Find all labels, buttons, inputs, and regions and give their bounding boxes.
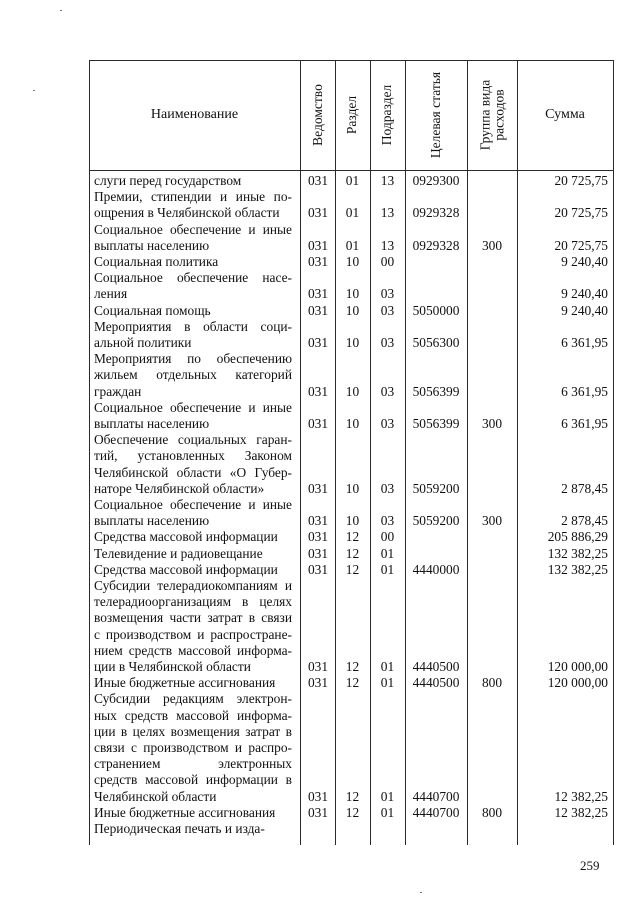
row-name-line: связи с производством и распро- xyxy=(94,740,292,755)
row-summa: 20 725,75 xyxy=(554,173,608,188)
row-razdel: 10 xyxy=(345,480,360,496)
row-name-line: Социальное обеспечение и иные xyxy=(94,221,292,237)
header-bottom-border xyxy=(89,170,613,171)
row-razdel: 12 xyxy=(345,804,360,820)
row-celevaya: 4440700 xyxy=(412,788,460,804)
row-summa: 9 240,40 xyxy=(561,254,608,269)
header-vedomstvo-text: Ведомство xyxy=(309,84,325,146)
header-razdel xyxy=(335,60,370,170)
row-gruppa: 300 xyxy=(481,237,503,253)
row-podrazdel: 01 xyxy=(380,804,395,820)
row-name-line: Челябинской области «О Губер- xyxy=(94,464,292,480)
row-summa: 12 382,25 xyxy=(554,788,608,804)
row-celevaya: 4440000 xyxy=(412,561,460,577)
row-podrazdel: 01 xyxy=(380,788,395,804)
row-summa: 2 878,45 xyxy=(561,513,608,529)
row-razdel: 10 xyxy=(345,302,360,318)
row-razdel: 12 xyxy=(345,545,360,561)
row-vedomstvo: 031 xyxy=(307,205,329,221)
row-celevaya: 4440500 xyxy=(412,675,460,691)
scan-speck xyxy=(33,90,35,91)
row-celevaya: 0929328 xyxy=(412,237,460,253)
row-name-line: Премии, стипендии и иные по- xyxy=(94,189,292,205)
row-vedomstvo: 031 xyxy=(307,513,329,529)
row-celevaya: 4440700 xyxy=(412,804,460,820)
row-name-line: слуги перед государством xyxy=(94,173,242,188)
header-summa: Сумма xyxy=(545,107,585,122)
row-vedomstvo: 031 xyxy=(307,480,329,496)
row-razdel: 12 xyxy=(345,659,360,674)
row-summa: 132 382,25 xyxy=(547,545,608,561)
row-podrazdel: 01 xyxy=(380,659,395,674)
row-razdel: 10 xyxy=(345,286,360,302)
row-podrazdel: 03 xyxy=(380,513,395,529)
row-name-line: нием средств массовой информа- xyxy=(94,642,292,658)
table-left-border xyxy=(89,60,90,845)
row-name-line: Социальное обеспечение и иные xyxy=(94,497,292,512)
row-vedomstvo: 031 xyxy=(307,416,329,431)
row-celevaya: 0929300 xyxy=(412,173,460,188)
col-rule-gruppa xyxy=(467,60,468,845)
row-name-line: Мероприятия в области соци- xyxy=(94,318,292,334)
row-name-line: возмещения части затрат в связи xyxy=(94,610,292,626)
row-podrazdel: 01 xyxy=(380,561,395,577)
row-name-line: Средства массовой информации xyxy=(94,561,278,577)
row-name-line: Иные бюджетные ассигнования xyxy=(94,804,276,820)
row-name-line: Средства массовой информации xyxy=(94,529,278,545)
row-razdel: 10 xyxy=(345,513,360,529)
scan-speck xyxy=(60,10,62,11)
row-podrazdel: 03 xyxy=(380,383,395,399)
row-name-line: тий, установленных Законом xyxy=(94,448,292,464)
row-name-line: Мероприятия по обеспечению xyxy=(94,351,292,367)
row-name-line: Челябинской области xyxy=(94,788,217,804)
row-summa: 20 725,75 xyxy=(554,205,608,221)
row-razdel: 10 xyxy=(345,254,360,269)
row-vedomstvo: 031 xyxy=(307,804,329,820)
row-summa: 2 878,45 xyxy=(561,480,608,496)
row-summa: 205 886,29 xyxy=(547,529,608,545)
row-razdel: 12 xyxy=(345,788,360,804)
row-name-line: жильем отдельных категорий xyxy=(94,367,292,383)
row-razdel: 10 xyxy=(345,416,360,431)
row-summa: 120 000,00 xyxy=(547,675,608,691)
row-name-line: Обеспечение социальных гаран- xyxy=(94,432,292,448)
row-celevaya: 5059200 xyxy=(412,513,460,529)
row-name-line: ции в целях возмещения затрат в xyxy=(94,723,292,739)
row-name-line: Периодическая печать и изда- xyxy=(94,821,265,836)
row-podrazdel: 03 xyxy=(380,416,395,431)
row-name-line: Социальная помощь xyxy=(94,302,211,318)
row-name-line: Субсидии телерадиокомпаниям и xyxy=(94,578,292,593)
row-vedomstvo: 031 xyxy=(307,383,329,399)
row-name-line: ных средств массовой информа- xyxy=(94,707,292,723)
row-name-line: Социальная политика xyxy=(94,254,219,269)
row-vedomstvo: 031 xyxy=(307,173,329,188)
header-celevaya xyxy=(405,60,467,170)
row-vedomstvo: 031 xyxy=(307,529,329,545)
row-gruppa: 300 xyxy=(481,416,503,431)
row-podrazdel: 01 xyxy=(380,675,395,691)
row-razdel: 12 xyxy=(345,675,360,691)
header-name: Наименование xyxy=(150,107,239,122)
row-vedomstvo: 031 xyxy=(307,254,329,269)
row-name-line: с производством и распростране- xyxy=(94,626,292,642)
row-celevaya: 5056300 xyxy=(412,335,460,350)
row-celevaya: 5050000 xyxy=(412,302,460,318)
row-razdel: 10 xyxy=(345,335,360,350)
row-celevaya: 5059200 xyxy=(412,480,460,496)
header-celevaya-text: Целевая статья xyxy=(428,71,443,159)
row-name-line: странением электронных xyxy=(94,756,292,772)
row-gruppa: 300 xyxy=(481,513,503,529)
row-name-line: Телевидение и радиовещание xyxy=(94,545,263,561)
row-summa: 120 000,00 xyxy=(547,659,608,674)
row-vedomstvo: 031 xyxy=(307,302,329,318)
row-podrazdel: 00 xyxy=(380,254,395,269)
row-summa: 12 382,25 xyxy=(554,804,608,820)
header-gruppa-line1: Группа вида xyxy=(477,79,492,151)
row-name-line: средств массовой информации в xyxy=(94,772,292,788)
row-name-line: выплаты населению xyxy=(94,237,210,253)
row-razdel: 01 xyxy=(345,237,360,253)
row-name-line: телерадиоорганизациям в целях xyxy=(94,594,292,610)
page-number: 259 xyxy=(580,858,600,873)
row-podrazdel: 13 xyxy=(380,205,395,221)
row-vedomstvo: 031 xyxy=(307,286,329,302)
row-vedomstvo: 031 xyxy=(307,561,329,577)
row-podrazdel: 03 xyxy=(380,286,395,302)
header-razdel-text: Раздел xyxy=(344,95,360,135)
row-name-line: ции в Челябинской области xyxy=(94,659,251,674)
row-vedomstvo: 031 xyxy=(307,545,329,561)
row-summa: 9 240,40 xyxy=(561,302,608,318)
row-celevaya: 5056399 xyxy=(412,383,460,399)
row-podrazdel: 03 xyxy=(380,480,395,496)
row-razdel: 01 xyxy=(345,205,360,221)
row-celevaya: 4440500 xyxy=(412,659,460,674)
row-name-line: альной политики xyxy=(94,335,192,350)
row-name-line: ления xyxy=(94,286,128,302)
row-celevaya: 0929328 xyxy=(412,205,460,221)
row-name-line: Иные бюджетные ассигнования xyxy=(94,675,276,691)
table-right-border xyxy=(613,60,614,845)
row-razdel: 12 xyxy=(345,529,360,545)
row-vedomstvo: 031 xyxy=(307,675,329,691)
row-razdel: 12 xyxy=(345,561,360,577)
row-razdel: 01 xyxy=(345,173,360,188)
row-summa: 9 240,40 xyxy=(561,286,608,302)
header-podrazdel xyxy=(370,60,405,170)
row-name-line: выплаты населению xyxy=(94,416,210,431)
row-celevaya: 5056399 xyxy=(412,416,460,431)
row-summa: 20 725,75 xyxy=(554,237,608,253)
row-name-line: ощрения в Челябинской области xyxy=(94,205,280,221)
row-name-line: Социальное обеспечение и иные xyxy=(94,399,292,415)
row-summa: 132 382,25 xyxy=(547,561,608,577)
row-vedomstvo: 031 xyxy=(307,659,329,674)
row-name-line: Субсидии редакциям электрон- xyxy=(94,691,292,707)
row-name-line: выплаты населению xyxy=(94,513,210,529)
row-name-line: граждан xyxy=(94,383,142,399)
row-name-line: наторе Челябинской области» xyxy=(94,480,265,496)
row-podrazdel: 13 xyxy=(380,237,395,253)
row-name-line: Социальное обеспечение насе- xyxy=(94,270,292,286)
row-podrazdel: 00 xyxy=(380,529,395,545)
row-razdel: 10 xyxy=(345,383,360,399)
row-gruppa: 800 xyxy=(481,675,503,691)
scan-speck xyxy=(420,892,422,893)
row-vedomstvo: 031 xyxy=(307,788,329,804)
row-summa: 6 361,95 xyxy=(561,416,608,431)
row-vedomstvo: 031 xyxy=(307,335,329,350)
row-summa: 6 361,95 xyxy=(561,335,608,350)
header-gruppa-line2: расходов xyxy=(491,89,506,141)
row-podrazdel: 13 xyxy=(380,173,395,188)
header-podrazdel-text: Подраздел xyxy=(379,84,395,146)
header-vedomstvo xyxy=(300,60,335,170)
row-podrazdel: 03 xyxy=(380,335,395,350)
header-gruppa-text xyxy=(478,80,506,151)
row-podrazdel: 03 xyxy=(380,302,395,318)
row-podrazdel: 01 xyxy=(380,545,395,561)
row-summa: 6 361,95 xyxy=(561,383,608,399)
row-vedomstvo: 031 xyxy=(307,237,329,253)
header-gruppa xyxy=(467,60,517,170)
row-gruppa: 800 xyxy=(481,804,503,820)
